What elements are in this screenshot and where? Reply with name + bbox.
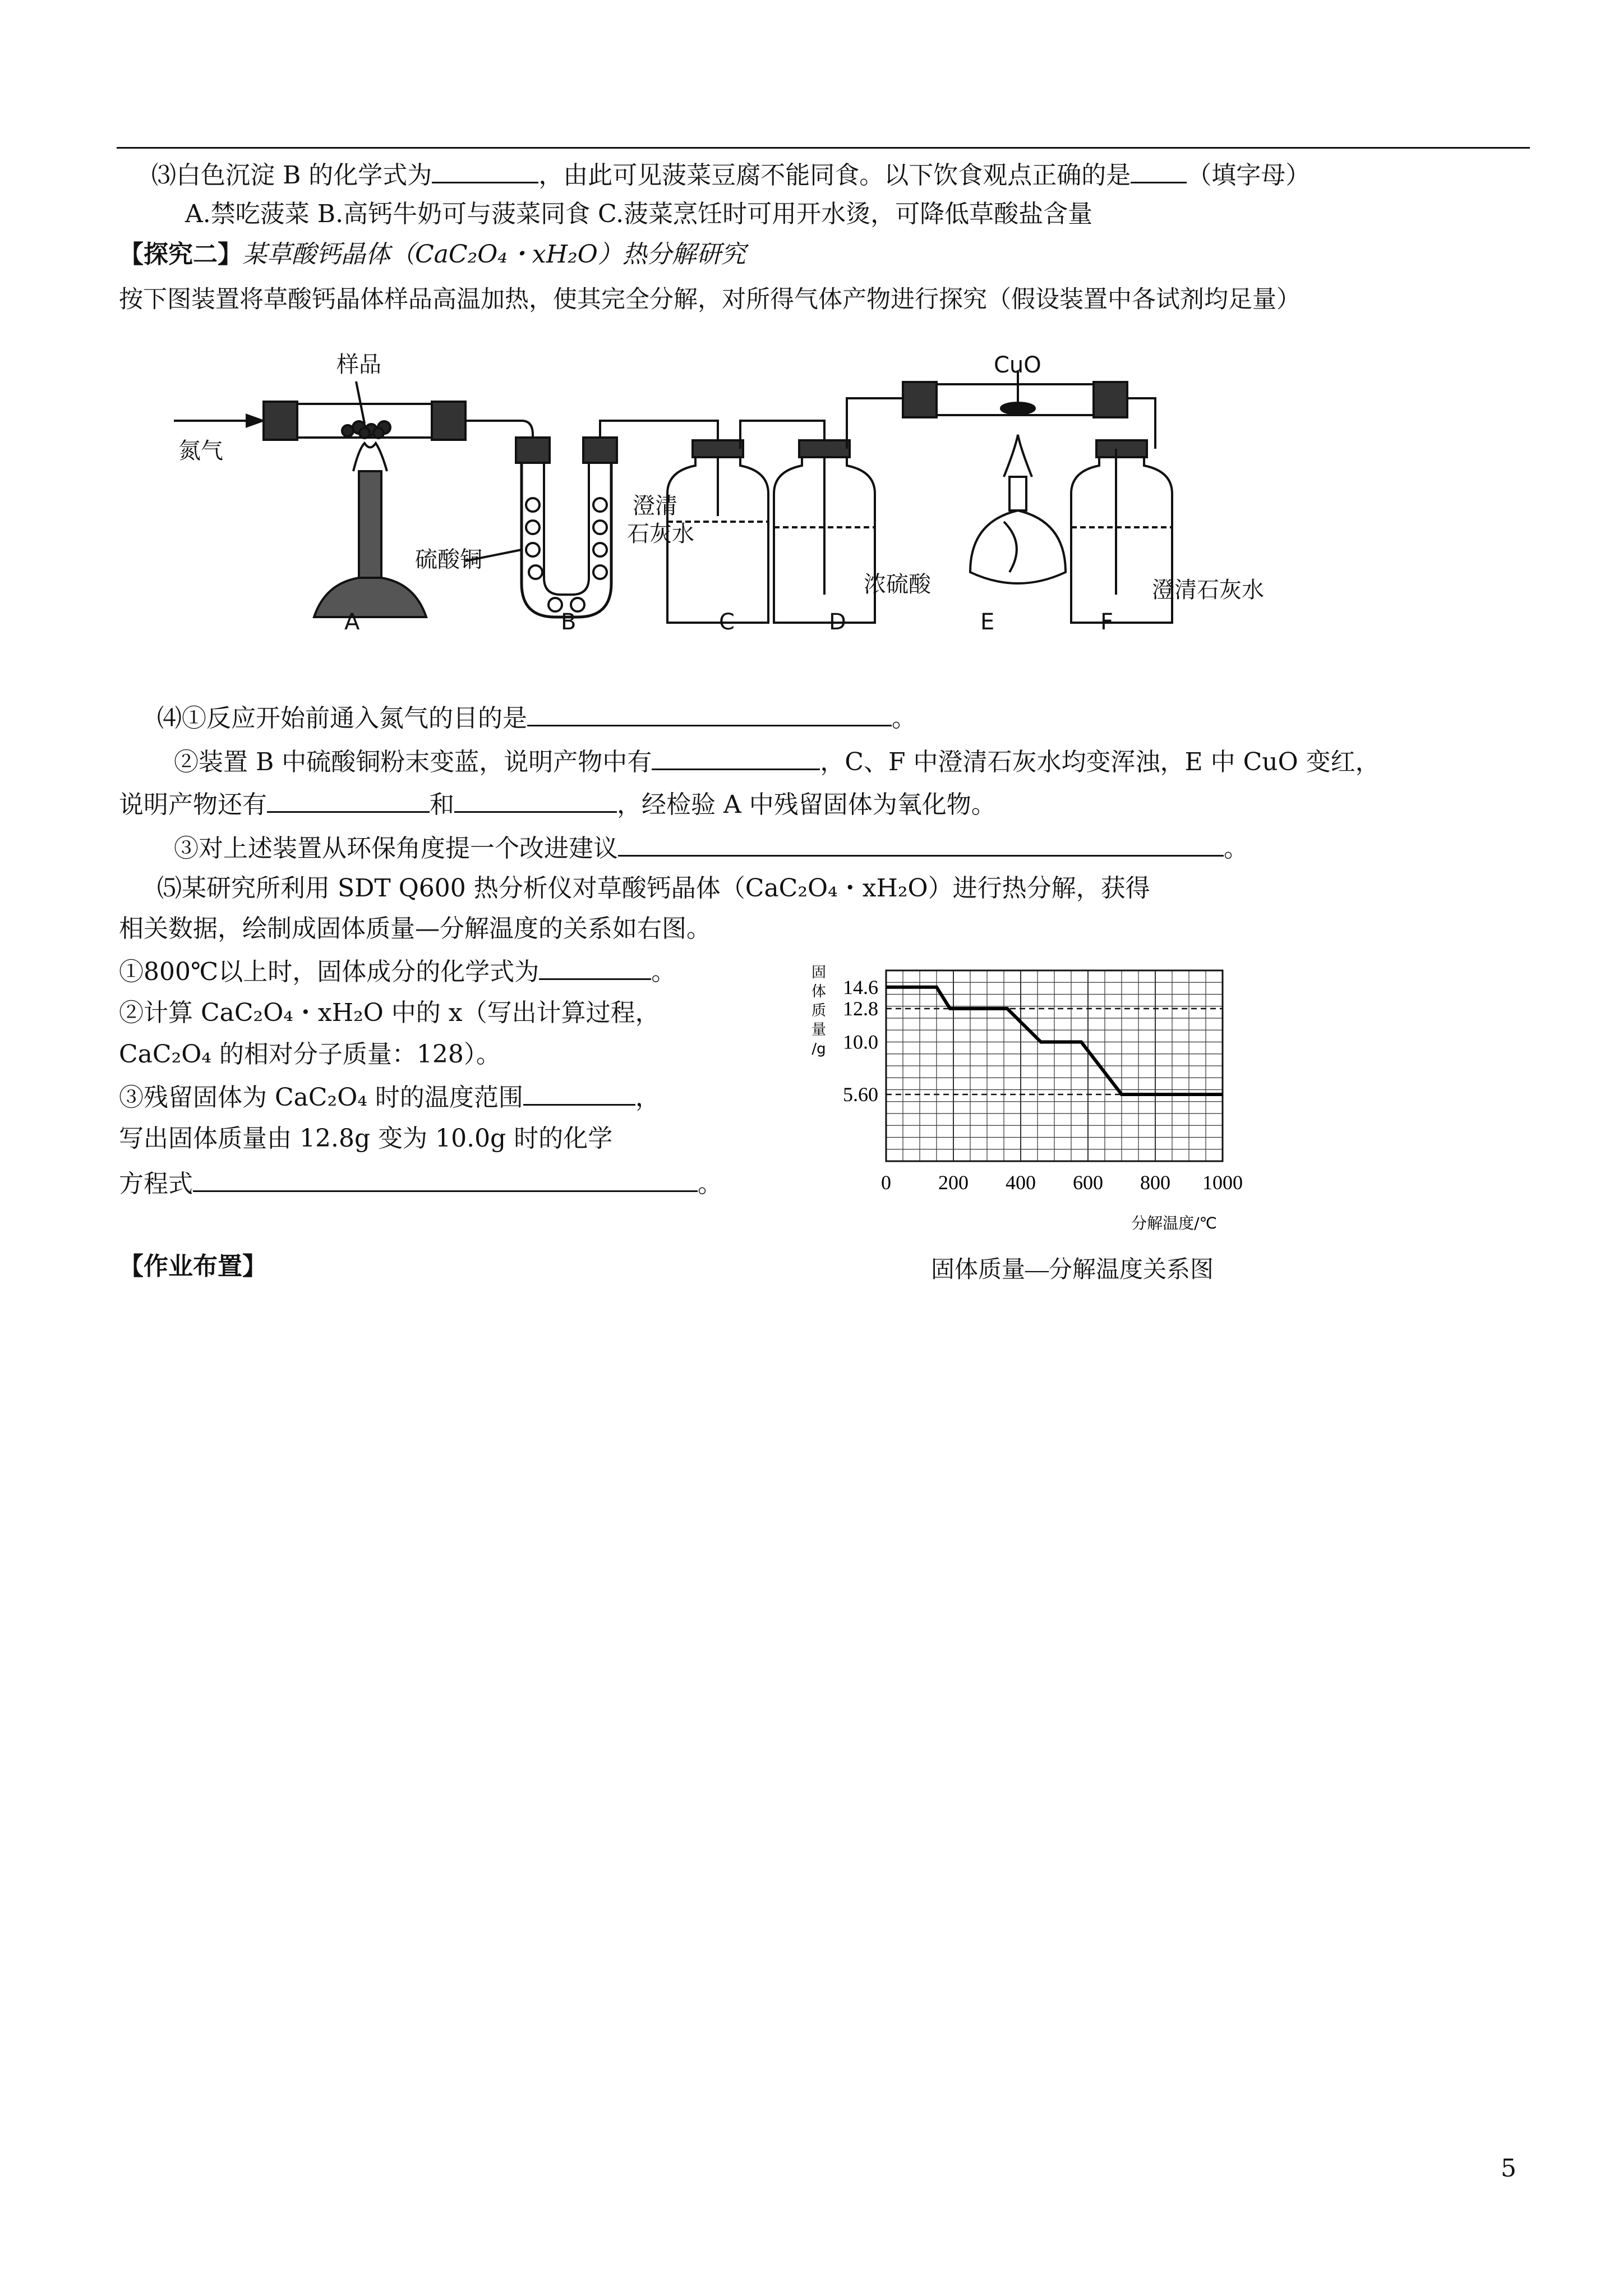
section-two-heading: 【探究二】某草酸钙晶体（CaC₂O₄・xH₂O）热分解研究 [119,240,746,269]
stopper-b-right [583,438,617,463]
stopper-e-left [903,382,937,417]
answer-blank-formula[interactable] [539,954,651,980]
q4-line2: ②装置 B 中硫酸铜粉末变蓝，说明产物中有 ，C、F 中澄清石灰水均变浑浊，E 中 CuO 变红， [174,744,1380,779]
q5-line1: ⑸某研究所利用 SDT Q600 热分析仪对草酸钙晶体（CaC₂O₄・xH₂O）进行热分解，获得 [157,874,1150,903]
q3-line1: ⑶白色沉淀 B 的化学式为 ，由此可见菠菜豆腐不能同食。以下饮食观点正确的是 （填字母） [151,157,1310,192]
x-tick-label: 200 [938,1171,969,1194]
cuo-pile [1001,403,1035,414]
flame-e [1004,435,1032,477]
y-tick-label: 12.8 [843,997,878,1020]
stopper-b-left [516,438,550,463]
top-rule [117,147,1530,149]
answer-blank-equation[interactable] [193,1166,698,1192]
x-tick-label: 400 [1006,1171,1036,1194]
answer-blank-product-2[interactable] [454,786,617,813]
q5-sub4: 写出固体质量由 12.8g 变为 10.0g 时的化学 [119,1124,613,1153]
y-axis-label-char: 体 [811,983,827,1000]
stopper-a-right [432,402,465,440]
answer-blank-nitrogen[interactable] [527,700,892,726]
label-limewater-f: 澄清石灰水 [1152,577,1264,603]
x-tick-label: 600 [1073,1171,1103,1194]
x-tick-label: 800 [1140,1171,1170,1194]
lamp-e-wick-line [1004,522,1017,572]
answer-blank-product-b[interactable] [652,744,820,770]
q3-options: A.禁吃菠菜 B.高钙牛奶可与菠菜同食 C.菠菜烹饪时可用开水烫，可降低草酸盐含量 [185,200,1093,228]
burner-a-base [314,578,426,617]
label-sample: 样品 [336,352,381,378]
pipe-de [847,398,903,449]
stopper-e-right [1094,382,1127,417]
answer-blank-b[interactable] [432,157,538,183]
q5-line2: 相关数据，绘制成固体质量—分解温度的关系如右图。 [119,914,711,943]
section-two-intro: 按下图装置将草酸钙晶体样品高温加热，使其完全分解，对所得气体产物进行探究（假设装置中各试剂均足量） [119,286,1301,314]
x-axis-label: 分解温度/℃ [1131,1214,1217,1232]
sample-pointer [356,381,365,424]
label-e: E [980,609,995,635]
y-tick-label: 14.6 [843,976,878,999]
q4-line4: ③对上述装置从环保角度提一个改进建议 。 [174,830,1248,866]
answer-blank-choice[interactable] [1131,157,1187,183]
answer-blank-product-1[interactable] [267,786,430,813]
mass-temperature-chart [785,954,1267,1268]
label-c: C [719,609,735,635]
y-tick-label: 10.0 [843,1030,878,1053]
answer-blank-temperature[interactable] [523,1079,635,1106]
y-axis-label-char: 固 [811,964,827,981]
x-tick-label: 1000 [1202,1171,1243,1194]
label-cuo: CuO [994,352,1041,378]
label-nitrogen: 氮气 [178,438,223,464]
flame-a [353,443,387,471]
burner-a-stem [359,471,381,583]
y-axis-label-char: 质 [811,1002,827,1019]
label-a: A [344,609,360,635]
sample-pile [342,421,390,438]
page-number: 5 [1501,2154,1516,2183]
q5-sub5: 方程式 。 [119,1166,722,1201]
label-limewater-c-1: 澄清 [633,493,677,519]
y-axis-label-char: 量 [811,1022,827,1038]
stopper-d [799,440,850,457]
q5-sub2a: ②计算 CaC₂O₄・xH₂O 中的 x（写出计算过程， [119,999,660,1027]
label-d: D [829,609,846,635]
label-b: B [561,609,577,635]
arrow-head [247,415,262,426]
label-f: F [1100,609,1114,635]
homework-heading: 【作业布置】 [119,1252,267,1281]
q4-line3: 说明产物还有 和 ，经检验 A 中残留固体为氧化物。 [119,786,996,822]
q5-sub1: ①800℃以上时，固体成分的化学式为 。 [119,954,676,989]
q5-sub2b: CaC₂O₄ 的相对分子质量：128）。 [119,1040,501,1069]
answer-blank-suggestion[interactable] [618,830,1224,857]
lamp-e-body [970,510,1066,583]
u-tube-b-inner [544,460,589,595]
pipe-ef [1127,398,1155,432]
chart-title: 固体质量—分解温度关系图 [931,1257,1214,1283]
label-copper-sulfate: 硫酸铜 [415,547,482,573]
label-conc-acid: 浓硫酸 [864,572,931,597]
stopper-c [693,440,743,457]
x-tick-label: 0 [881,1171,891,1194]
q5-sub3: ③残留固体为 CaC₂O₄ 时的温度范围 ， [119,1079,660,1115]
label-limewater-c-2: 石灰水 [627,521,694,547]
y-tick-label: 5.60 [843,1083,878,1106]
stopper-a-left [264,402,297,440]
stopper-f [1096,440,1147,457]
lamp-e-wick [1009,477,1026,510]
q4-line1: ⑷①反应开始前通入氮气的目的是 。 [157,700,916,735]
y-axis-label-char: /g [811,1041,826,1057]
